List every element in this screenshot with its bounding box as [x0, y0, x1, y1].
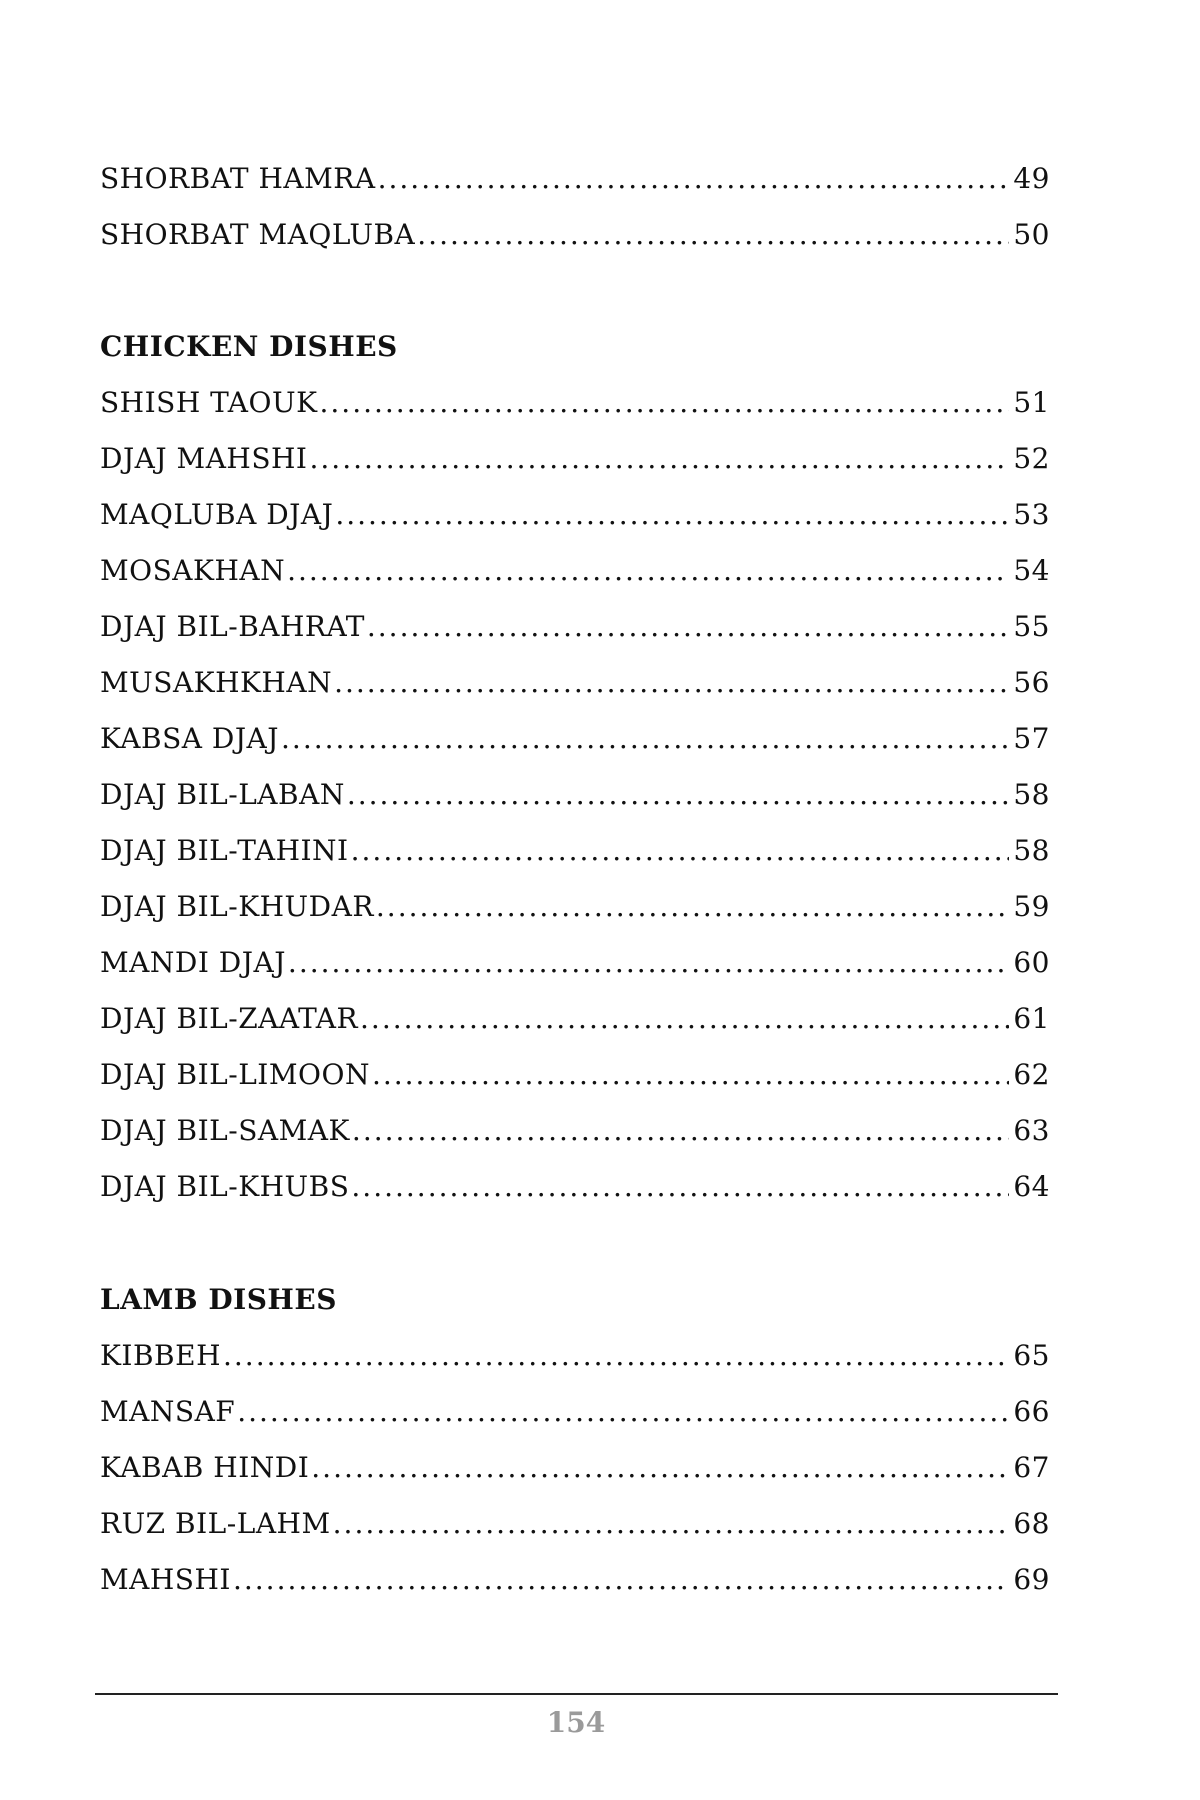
- toc-entry-title: DJAJ BIL-BAHRAT: [100, 610, 365, 643]
- toc-entry-title: MUSAKHKHAN: [100, 666, 333, 699]
- toc-entry: [100, 386, 1050, 426]
- toc-entry-title: MANDI DJAJ: [100, 946, 286, 979]
- toc-entry: [100, 1563, 1050, 1603]
- toc-entry-title: MAQLUBA DJAJ: [100, 498, 334, 531]
- toc-entry: [100, 778, 1050, 818]
- toc-entry: [100, 946, 1050, 986]
- dot-leader: [223, 1339, 1009, 1372]
- toc-entry-page: 63: [1013, 1114, 1050, 1147]
- section-heading-chicken-dishes: CHICKEN DISHES: [100, 330, 398, 363]
- toc-entry-title: DJAJ BIL-LIMOON: [100, 1058, 370, 1091]
- toc-entry-title: MANSAF: [100, 1395, 236, 1428]
- toc-entry: [100, 834, 1050, 874]
- toc-entry: [100, 890, 1050, 930]
- toc-entry-title: KIBBEH: [100, 1339, 221, 1372]
- toc-entry-title: DJAJ MAHSHI: [100, 442, 308, 475]
- toc-entry-title: DJAJ BIL-KHUDAR: [100, 890, 374, 923]
- toc-entry-title: KABAB HINDI: [100, 1451, 310, 1484]
- toc-entry-page: 69: [1013, 1563, 1050, 1596]
- dot-leader: [351, 1170, 1009, 1203]
- footer-divider: [95, 1693, 1058, 1695]
- toc-entry-page: 58: [1013, 778, 1050, 811]
- toc-entry-page: 60: [1013, 946, 1050, 979]
- toc-entry-title: SHISH TAOUK: [100, 386, 318, 419]
- toc-entry-page: 59: [1013, 890, 1050, 923]
- toc-entry: [100, 162, 1050, 202]
- dot-leader: [310, 442, 1010, 475]
- toc-entry-page: 49: [1013, 162, 1050, 195]
- dot-leader: [352, 1114, 1009, 1147]
- dot-leader: [281, 722, 1009, 755]
- section-heading-lamb-dishes: LAMB DISHES: [100, 1283, 337, 1316]
- toc-entry-title: RUZ BIL-LAHM: [100, 1507, 331, 1540]
- toc-entry-title: DJAJ BIL-KHUBS: [100, 1170, 350, 1203]
- dot-leader: [378, 162, 1010, 195]
- toc-entry: [100, 1058, 1050, 1098]
- toc-entry-title: DJAJ BIL-SAMAK: [100, 1114, 350, 1147]
- toc-entry-page: 51: [1013, 386, 1050, 419]
- toc-entry: [100, 722, 1050, 762]
- toc-entry-title: DJAJ BIL-TAHINI: [100, 834, 349, 867]
- toc-entry: [100, 666, 1050, 706]
- toc-entry-title: MAHSHI: [100, 1563, 231, 1596]
- toc-entry: [100, 610, 1050, 650]
- toc-entry-title: DJAJ BIL-LABAN: [100, 778, 345, 811]
- toc-entry: [100, 1507, 1050, 1547]
- dot-leader: [333, 1507, 1010, 1540]
- page-number: 154: [546, 1706, 606, 1739]
- toc-entry: [100, 1114, 1050, 1154]
- toc-entry: [100, 1451, 1050, 1491]
- toc-entry-page: 65: [1013, 1339, 1050, 1372]
- toc-entry: [100, 1002, 1050, 1042]
- dot-leader: [334, 666, 1009, 699]
- toc-entry-page: 56: [1013, 666, 1050, 699]
- dot-leader: [376, 890, 1009, 923]
- dot-leader: [233, 1563, 1009, 1596]
- toc-entry-page: 55: [1013, 610, 1050, 643]
- toc-entry-page: 52: [1013, 442, 1050, 475]
- dot-leader: [335, 498, 1009, 531]
- toc-entry-page: 61: [1013, 1002, 1050, 1035]
- toc-entry: [100, 554, 1050, 594]
- toc-entry: [100, 218, 1050, 258]
- toc-entry-page: 66: [1013, 1395, 1050, 1428]
- toc-entry: [100, 1339, 1050, 1379]
- toc-entry-title: SHORBAT MAQLUBA: [100, 218, 416, 251]
- toc-entry-page: 67: [1013, 1451, 1050, 1484]
- toc-entry-page: 62: [1013, 1058, 1050, 1091]
- toc-entry: [100, 498, 1050, 538]
- dot-leader: [367, 610, 1009, 643]
- dot-leader: [347, 778, 1010, 811]
- toc-entry-page: 68: [1013, 1507, 1050, 1540]
- toc-entry-title: SHORBAT HAMRA: [100, 162, 376, 195]
- dot-leader: [237, 1395, 1009, 1428]
- toc-entry: [100, 442, 1050, 482]
- toc-entry: [100, 1170, 1050, 1210]
- toc-entry-title: MOSAKHAN: [100, 554, 286, 587]
- toc-entry: [100, 1395, 1050, 1435]
- dot-leader: [288, 946, 1009, 979]
- dot-leader: [360, 1002, 1009, 1035]
- toc-entry-title: DJAJ BIL-ZAATAR: [100, 1002, 359, 1035]
- toc-entry-title: KABSA DJAJ: [100, 722, 280, 755]
- toc-entry-page: 54: [1013, 554, 1050, 587]
- toc-entry-page: 50: [1013, 218, 1050, 251]
- dot-leader: [351, 834, 1010, 867]
- dot-leader: [311, 1451, 1009, 1484]
- dot-leader: [417, 218, 1009, 251]
- toc-entry-page: 58: [1013, 834, 1050, 867]
- dot-leader: [287, 554, 1009, 587]
- toc-entry-page: 53: [1013, 498, 1050, 531]
- toc-entry-page: 57: [1013, 722, 1050, 755]
- toc-entry-page: 64: [1013, 1170, 1050, 1203]
- dot-leader: [372, 1058, 1009, 1091]
- dot-leader: [320, 386, 1010, 419]
